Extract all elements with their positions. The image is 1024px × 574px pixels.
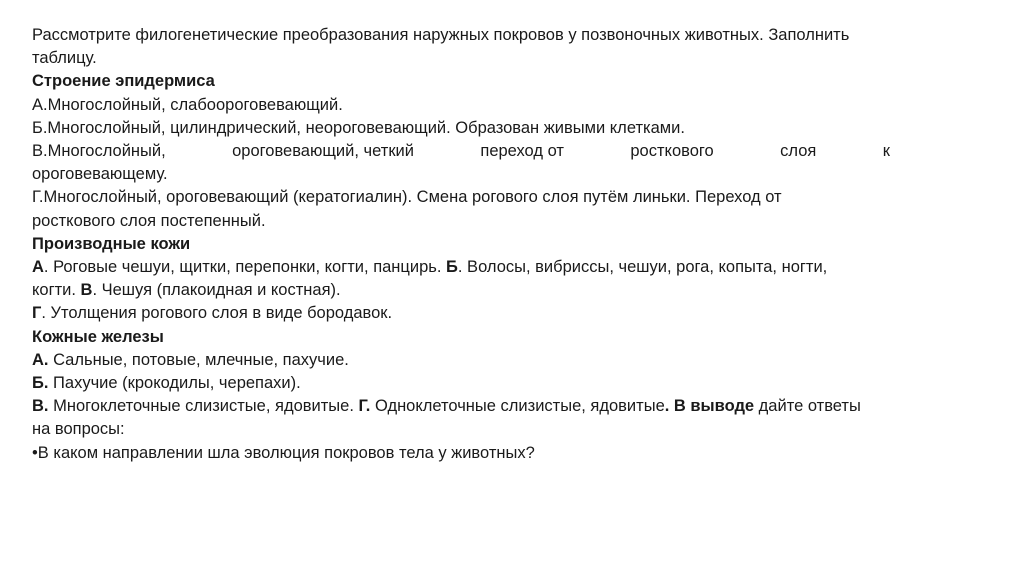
intro-line-1: Рассмотрите филогенетические преобразования наружных покровов у позвоночных животных. Заполнить bbox=[32, 26, 850, 44]
item-letter: А. bbox=[32, 350, 49, 369]
item-word: слоя bbox=[780, 142, 817, 161]
item-letter: А bbox=[32, 258, 44, 277]
epidermis-item-g bbox=[32, 186, 992, 209]
glands-item-b bbox=[32, 372, 992, 395]
epidermis-heading: Строение эпидермиса bbox=[32, 72, 215, 91]
epidermis-item-g-cont: росткового слоя постепенный. bbox=[32, 211, 266, 230]
item-word: к bbox=[882, 142, 890, 161]
item-letter: Б bbox=[446, 258, 458, 277]
item-text: .Многослойный, ороговевающий (кератогиалин). Смена рогового слоя путём линьки. Переход от bbox=[38, 188, 782, 207]
item-text: .Многослойный, слабоороговевающий. bbox=[43, 95, 343, 114]
glands-heading: Кожные железы bbox=[32, 327, 164, 346]
epidermis-item-a bbox=[32, 94, 992, 117]
item-letter: Г. bbox=[358, 397, 371, 416]
item-text: Сальные, потовые, млечные, пахучие. bbox=[48, 350, 349, 369]
derivatives-line-3 bbox=[32, 302, 992, 325]
item-text: .Многослойный, цилиндрический, неороговевающий. Образован живыми клетками. bbox=[42, 118, 685, 137]
epidermis-item-v bbox=[32, 140, 890, 163]
glands-item-vg bbox=[32, 395, 992, 418]
item-text: Одноклеточные слизистые, ядовитые bbox=[370, 397, 665, 416]
conclusion-label: . В выводе bbox=[664, 397, 755, 416]
item-text: . Волосы, вибриссы, чешуи, рога, копыта, ногти, bbox=[457, 258, 828, 277]
item-text: Пахучие (крокодилы, черепахи). bbox=[48, 374, 301, 393]
item-text: когти. bbox=[32, 281, 81, 300]
glands-item-a bbox=[32, 349, 992, 372]
item-letter: В. bbox=[32, 397, 49, 416]
item-text: . Роговые чешуи, щитки, перепонки, когти, панцирь. bbox=[43, 258, 447, 277]
item-letter: А bbox=[32, 95, 44, 114]
derivatives-line-1 bbox=[32, 256, 992, 279]
question-bullet: •В каком направлении шла эволюция покровов тела у животных? bbox=[32, 443, 535, 462]
item-letter: Б. bbox=[32, 374, 49, 393]
item-letter: Г bbox=[32, 188, 39, 207]
item-word: росткового bbox=[630, 142, 714, 161]
slide-content bbox=[32, 24, 992, 465]
item-text: .Многослойный, bbox=[43, 142, 166, 161]
item-text: . Чешуя (плакоидная и костная). bbox=[92, 281, 341, 300]
intro-line-2: таблицу. bbox=[32, 49, 97, 68]
item-letter: В bbox=[32, 142, 44, 161]
item-text: . Утолщения рогового слоя в виде бородавок. bbox=[41, 304, 393, 323]
conclusion-cont: на вопросы: bbox=[32, 420, 125, 439]
item-word: ороговевающий, четкий bbox=[232, 142, 414, 161]
item-word: переход от bbox=[480, 142, 564, 161]
derivatives-heading: Производные кожи bbox=[32, 234, 191, 253]
epidermis-item-v-cont: ороговевающему. bbox=[32, 165, 168, 184]
item-letter: В bbox=[80, 281, 93, 300]
item-text: Многоклеточные слизистые, ядовитые. bbox=[48, 397, 359, 416]
item-letter: Б bbox=[32, 118, 43, 137]
item-letter: Г bbox=[32, 304, 42, 323]
conclusion-text: дайте ответы bbox=[754, 397, 861, 416]
item-word bbox=[32, 140, 166, 163]
epidermis-item-b bbox=[32, 117, 992, 140]
derivatives-line-2 bbox=[32, 279, 992, 302]
